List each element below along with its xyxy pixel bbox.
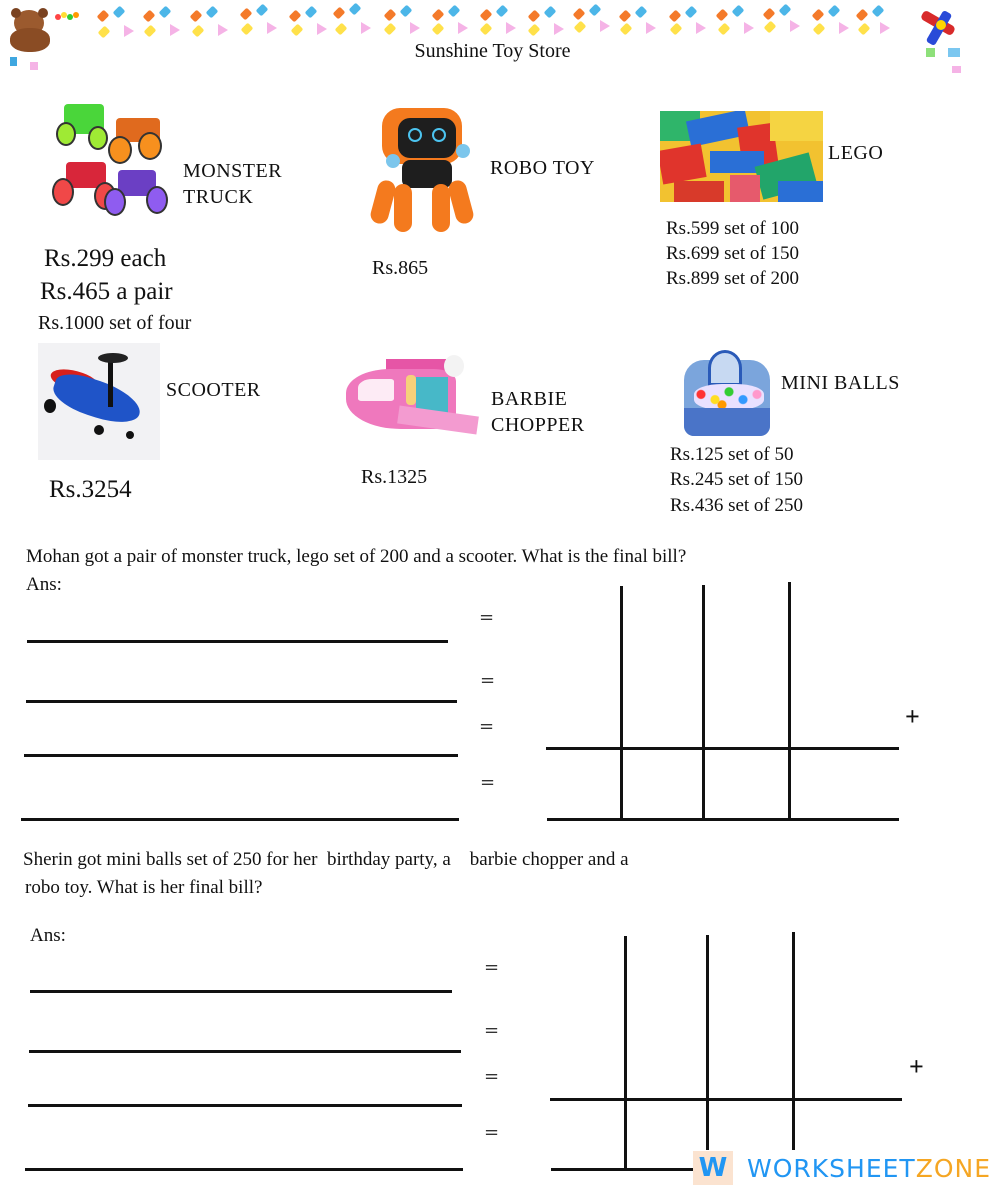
question-text: Mohan got a pair of monster truck, lego set of 200 and a scooter. What is the final bill? <box>26 546 687 567</box>
worksheetzone-brand: WORKSHEETZONE <box>747 1153 992 1183</box>
lego-bricks-image <box>660 111 823 202</box>
plus-sign: + <box>909 1052 924 1081</box>
answer-line[interactable] <box>28 1104 462 1107</box>
product-name: BARBIE <box>491 388 568 410</box>
product-price: Rs.599 set of 100 <box>666 218 799 239</box>
product-name: MINI BALLS <box>781 372 900 394</box>
equals-sign: = <box>484 1020 500 1041</box>
monster-truck-image <box>50 100 175 218</box>
block-icon <box>30 62 38 70</box>
worksheetzone-watermark[interactable] <box>693 1151 991 1185</box>
equals-sign: = <box>484 1066 500 1087</box>
equals-sign: = <box>480 670 496 691</box>
answer-label: Ans: <box>26 574 62 595</box>
barbie-plane-image <box>346 355 481 445</box>
page-title: Sunshine Toy Store <box>414 40 571 62</box>
equals-sign: = <box>484 957 500 978</box>
product-price: Rs.865 <box>372 257 429 279</box>
answer-line[interactable] <box>21 818 459 821</box>
product-price: Rs.1000 set of four <box>38 312 192 334</box>
product-price: Rs.1325 <box>361 466 428 488</box>
robot-toy-image <box>368 108 478 243</box>
scooter-image <box>38 343 160 460</box>
product-price: Rs.699 set of 150 <box>666 243 799 264</box>
answer-label: Ans: <box>30 925 66 946</box>
product-price: Rs.899 set of 200 <box>666 268 799 289</box>
ball-pit-image <box>680 346 775 441</box>
answer-line[interactable] <box>27 640 448 643</box>
equals-sign: = <box>479 716 495 737</box>
answer-line[interactable] <box>24 754 458 757</box>
question-text: robo toy. What is her final bill? <box>25 877 263 898</box>
product-price: Rs.3254 <box>49 476 132 503</box>
plus-sign: + <box>905 702 920 731</box>
equals-sign: = <box>480 772 496 793</box>
equals-sign: = <box>484 1122 500 1143</box>
equals-sign: = <box>479 607 495 628</box>
product-price: Rs.245 set of 150 <box>670 469 803 490</box>
answer-line[interactable] <box>26 700 457 703</box>
product-name: ROBO TOY <box>490 157 595 179</box>
product-price: Rs.299 each <box>44 245 167 272</box>
worksheetzone-logo-icon: W <box>693 1151 733 1185</box>
product-price: Rs.465 a pair <box>40 278 173 305</box>
product-name: TRUCK <box>183 186 254 208</box>
answer-line[interactable] <box>29 1050 461 1053</box>
answer-line[interactable] <box>30 990 452 993</box>
question-text: Sherin got mini balls set of 250 for her birthday party, a barbie chopper and a <box>23 849 629 870</box>
answer-line[interactable] <box>25 1168 463 1171</box>
block-icon <box>952 66 961 73</box>
toy-icon <box>55 10 81 26</box>
product-price: Rs.125 set of 50 <box>670 444 794 465</box>
product-price: Rs.436 set of 250 <box>670 495 803 516</box>
product-name: SCOOTER <box>166 379 261 401</box>
product-name: LEGO <box>828 142 884 164</box>
header-banner <box>0 0 1000 80</box>
product-name: CHOPPER <box>491 414 585 436</box>
product-name: MONSTER <box>183 160 283 182</box>
